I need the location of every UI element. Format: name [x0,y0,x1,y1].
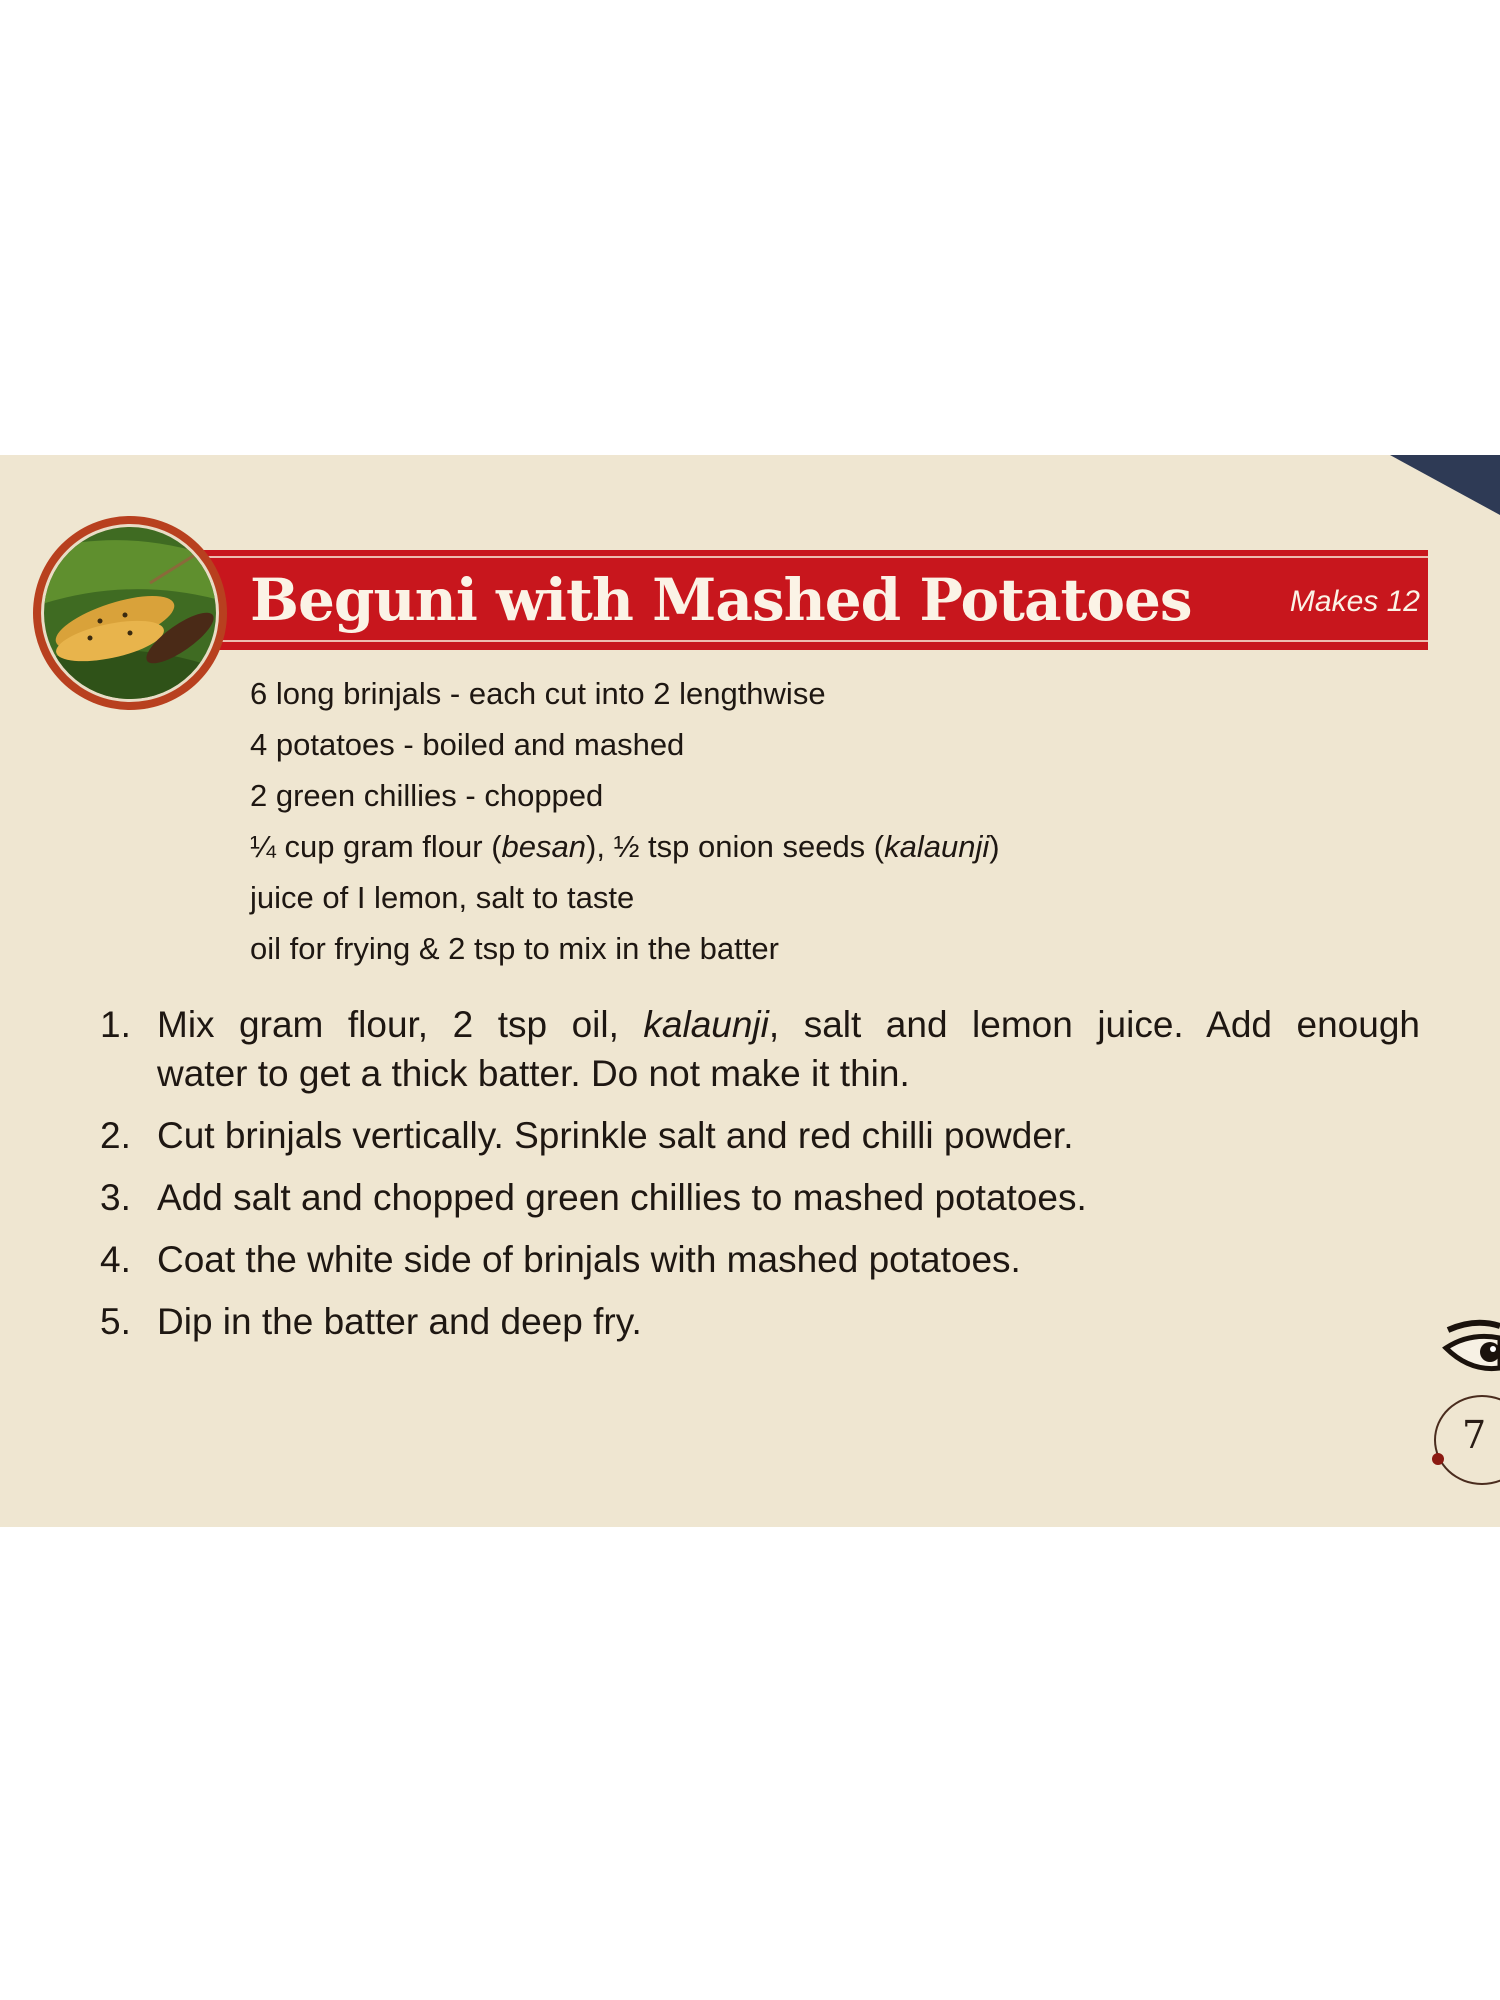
step-text-line [157,1000,1420,1049]
step-text: , salt and lemon juice. Add enough [768,1004,1420,1045]
method-step [100,1111,1420,1160]
method-step [100,1235,1420,1284]
step-text: Mix gram flour, 2 tsp oil, [157,1004,644,1045]
ingredient-text: ) [989,829,1000,864]
ingredient-term: kalaunji [884,829,990,864]
ingredient-item: oil for frying & 2 tsp to mix in the batter [250,931,779,966]
step-number: 2. [100,1115,131,1156]
book-corner [1390,455,1500,515]
recipe-title: Beguni with Mashed Potatoes [250,566,1192,634]
cookbook-page [0,455,1500,1527]
step-text-line: water to get a thick batter. Do not make it thin. [157,1053,910,1094]
ingredient-list [250,668,1000,974]
method-steps [100,1000,1420,1359]
ingredient-item: juice of I lemon, salt to taste [250,880,635,915]
eye-motif-icon [1440,1310,1500,1380]
method-step [100,1173,1420,1222]
step-number: 5. [100,1301,131,1342]
step-number: 3. [100,1177,131,1218]
ingredient-item [250,821,1000,872]
method-step [100,1000,1420,1098]
step-text: Cut brinjals vertically. Sprinkle salt and red chilli powder. [157,1115,1074,1156]
step-number: 4. [100,1239,131,1280]
ingredient-text: ), ½ tsp onion seeds ( [586,829,885,864]
recipe-yield: Makes 12 [1289,585,1420,618]
ingredient-term: besan [501,829,587,864]
dish-photo [30,513,230,713]
ingredient-item: 6 long brinjals - each cut into 2 lengthwise [250,676,826,711]
step-text: Add salt and chopped green chillies to mashed potatoes. [157,1177,1087,1218]
step-text: Dip in the batter and deep fry. [157,1301,642,1342]
ingredient-text: ¼ cup gram flour ( [250,829,502,864]
step-term: kalaunji [643,1004,769,1045]
badge-dot [1432,1453,1444,1465]
ingredient-item: 2 green chillies - chopped [250,778,604,813]
page-number: 7 [1462,1413,1487,1457]
step-text: Coat the white side of brinjals with mashed potatoes. [157,1239,1021,1280]
ingredient-item: 4 potatoes - boiled and mashed [250,727,685,762]
step-number: 1. [100,1004,131,1045]
method-step [100,1297,1420,1346]
